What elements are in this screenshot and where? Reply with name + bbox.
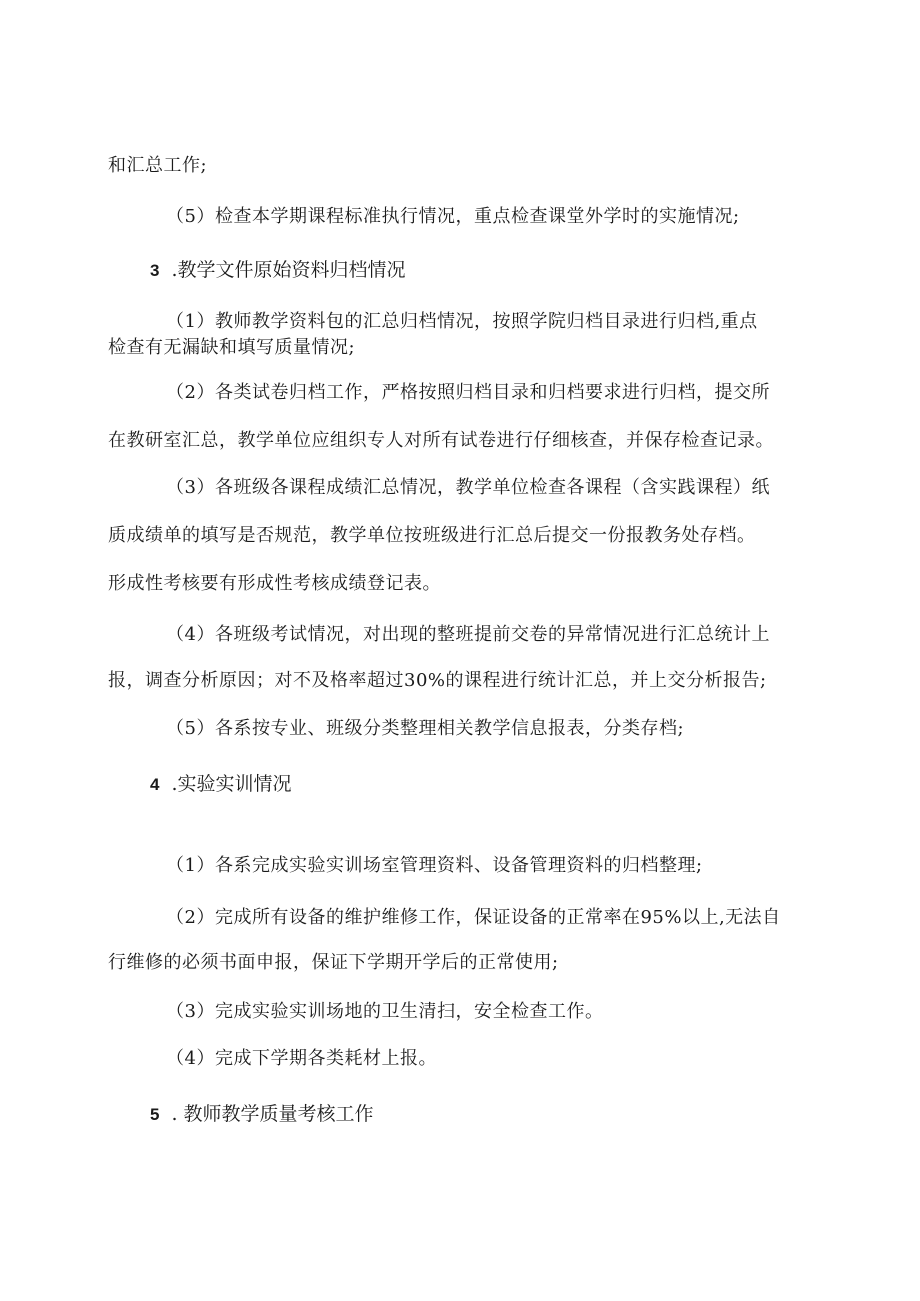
section-number: 4 — [150, 775, 160, 794]
paragraph-line: （3）完成实验实训场地的卫生清扫，安全检查工作。 — [166, 1001, 604, 1022]
section-title: .实验实训情况 — [171, 773, 292, 795]
section-number: 5 — [150, 1105, 160, 1124]
paragraph-line: 形成性考核要有形成性考核成绩登记表。 — [108, 573, 441, 594]
paragraph-line: （1）各系完成实验实训场室管理资料、设备管理资料的归档整理; — [166, 855, 703, 876]
paragraph-line: 质成绩单的填写是否规范，教学单位按班级进行汇总后提交一份报教务处存档。 — [108, 525, 756, 546]
paragraph-line: （2）完成所有设备的维护维修工作，保证设备的正常率在95%以上,无法自 — [166, 907, 781, 928]
section-number: 3 — [150, 261, 160, 280]
paragraph-line: （1）教师教学资料包的汇总归档情况，按照学院归档目录进行归档,重点 — [166, 311, 758, 332]
section-heading-4 — [150, 771, 292, 798]
section-heading-3 — [150, 257, 406, 284]
paragraph-line: （3）各班级各课程成绩汇总情况，教学单位检查各课程（含实践课程）纸 — [166, 477, 770, 498]
paragraph-line: （5）检查本学期课程标准执行情况，重点检查课堂外学时的实施情况; — [166, 206, 740, 227]
section-title: .教学文件原始资料归档情况 — [171, 259, 406, 281]
paragraph-line: 报，调查分析原因；对不及格率超过30%的课程进行统计汇总，并上交分析报告; — [108, 670, 767, 691]
paragraph-line: 检查有无漏缺和填写质量情况; — [108, 337, 356, 358]
paragraph-line: （5）各系按专业、班级分类整理相关教学信息报表，分类存档; — [166, 718, 685, 739]
paragraph-line: 和汇总工作; — [108, 155, 208, 176]
section-heading-5 — [150, 1101, 374, 1128]
paragraph-line: 行维修的必须书面申报，保证下学期开学后的正常使用; — [108, 952, 559, 973]
paragraph-line: （4）各班级考试情况，对出现的整班提前交卷的异常情况进行汇总统计上 — [166, 624, 770, 645]
section-title: . 教师教学质量考核工作 — [171, 1103, 374, 1125]
paragraph-line: 在教研室汇总，教学单位应组织专人对所有试卷进行仔细核查，并保存检查记录。 — [108, 430, 774, 451]
paragraph-line: （4）完成下学期各类耗材上报。 — [166, 1048, 437, 1069]
paragraph-line: （2）各类试卷归档工作，严格按照归档目录和归档要求进行归档，提交所 — [166, 382, 770, 403]
